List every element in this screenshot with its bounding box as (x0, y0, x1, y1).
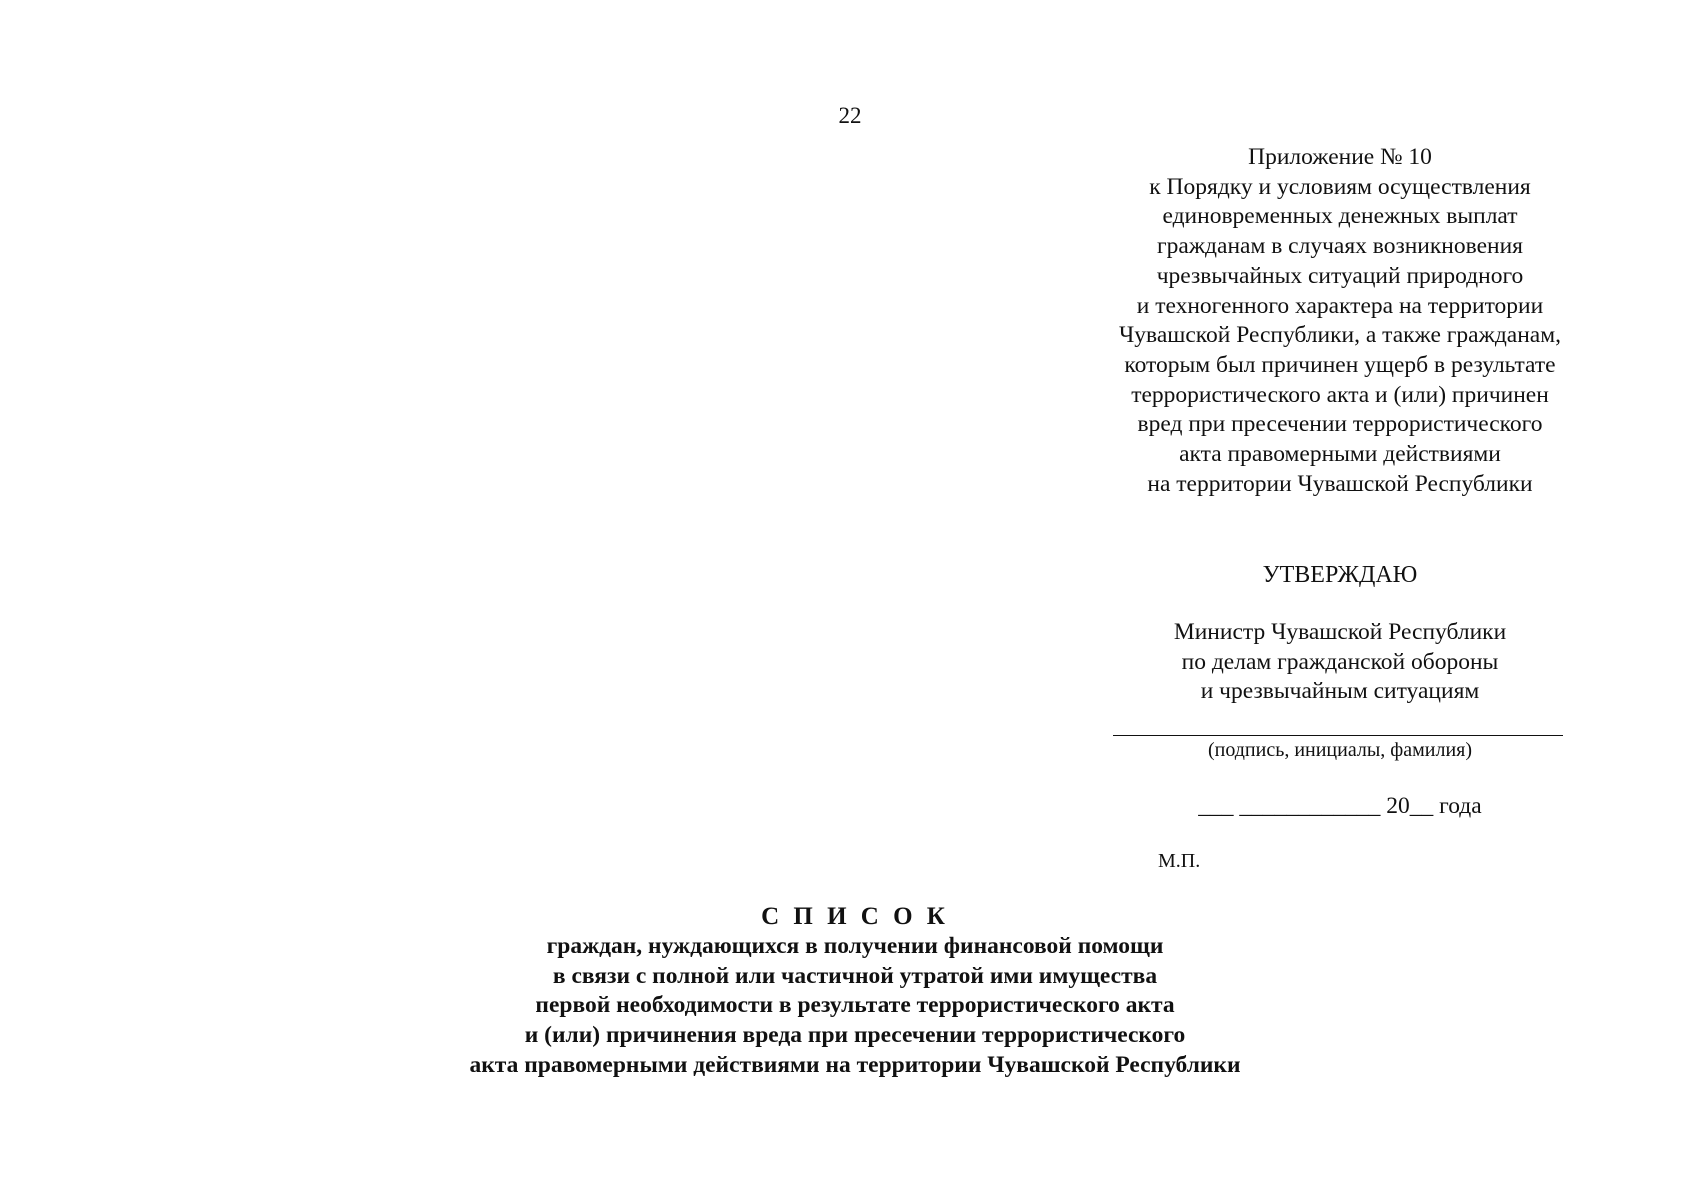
appendix-line: на территории Чувашской Республики (1147, 470, 1533, 497)
appendix-line: террористического акта и (или) причинен (1131, 381, 1549, 408)
minister-position (1080, 618, 1600, 707)
page-number: 22 (838, 103, 862, 128)
position-line: по делам гражданской обороны (1181, 648, 1499, 675)
appendix-line: чрезвычайных ситуаций природного (1156, 262, 1524, 289)
appendix-line: Приложение № 10 (1248, 144, 1432, 170)
appendix-line: которым был причинен ущерб в результате (1124, 351, 1556, 378)
appendix-line: акта правомерными действиями (1179, 441, 1501, 468)
subtitle-line: граждан, нуждающихся в получении финансовой помощи (546, 933, 1164, 959)
signature-line (1113, 735, 1563, 736)
stamp-placeholder: М.П. (1158, 850, 1201, 872)
signature-caption: (подпись, инициалы, фамилия) (1207, 739, 1473, 761)
subtitle-line: акта правомерными действиями на территории Чувашской Республики (469, 1051, 1241, 1078)
approval-heading: УТВЕРЖДАЮ (1262, 562, 1418, 588)
appendix-line: гражданам в случаях возникновения (1157, 233, 1523, 260)
document-subtitle (380, 932, 1330, 1081)
approval-date-line: ___ ____________ 20__ года (1198, 793, 1482, 819)
document-title: С П И С О К (761, 903, 949, 930)
appendix-line: и техногенного характера на территории (1136, 292, 1544, 319)
appendix-line: к Порядку и условиям осуществления (1149, 173, 1531, 200)
subtitle-line: первой необходимости в результате террористического акта (535, 992, 1175, 1019)
position-line: и чрезвычайным ситуациям (1200, 678, 1480, 705)
subtitle-line: и (или) причинения вреда при пресечении террористического (524, 1022, 1186, 1049)
appendix-line: вред при пресечении террористического (1137, 411, 1543, 438)
appendix-line: Чувашской Республики, а также гражданам, (1119, 322, 1561, 349)
appendix-reference (1080, 143, 1600, 499)
appendix-line: единовременных денежных выплат (1162, 203, 1518, 230)
subtitle-line: в связи с полной или частичной утратой ими имущества (552, 962, 1158, 989)
position-line: Министр Чувашской Республики (1173, 619, 1507, 645)
